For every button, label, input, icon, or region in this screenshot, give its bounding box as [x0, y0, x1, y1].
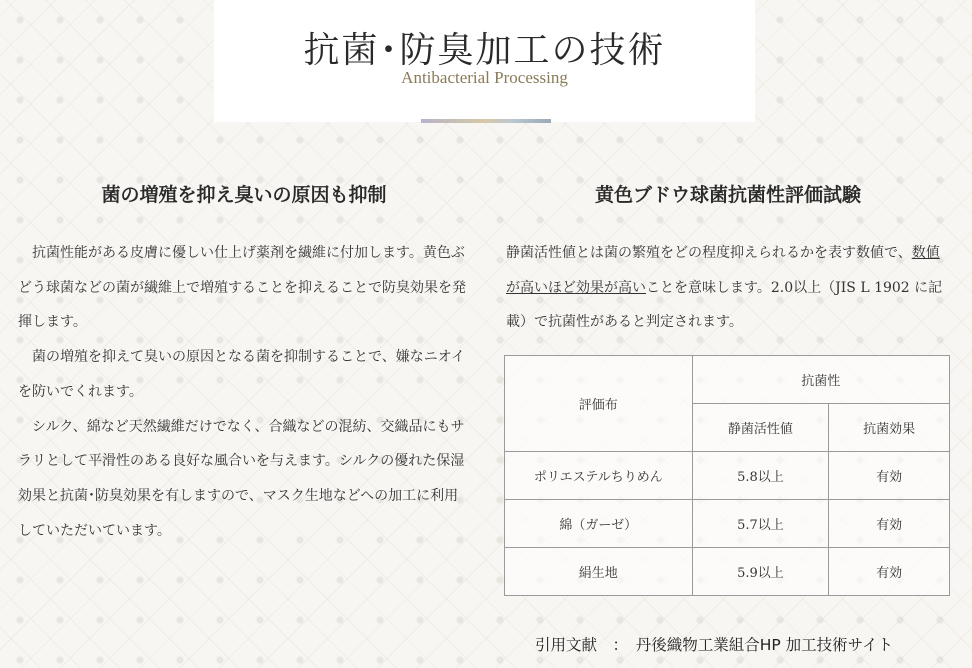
table-row	[505, 500, 950, 548]
table-row	[505, 452, 950, 500]
table-cell-fabric: 綿（ガーゼ）	[505, 500, 693, 548]
left-section-body	[18, 236, 468, 548]
table-cell-fabric: 絹生地	[505, 548, 693, 596]
evaluation-table	[504, 355, 950, 596]
page-title: 抗菌･防臭加工の技術	[303, 30, 666, 71]
table-header-group: 抗菌性	[692, 356, 949, 404]
table-header-value: 静菌活性値	[692, 404, 829, 452]
right-section-heading: 黄色ブドウ球菌抗菌性評価試験	[594, 184, 861, 206]
title-divider	[421, 119, 551, 123]
left-paragraph-2: 菌の増殖を抑えて臭いの原因となる菌を抑制することで、嫌なニオイを防いでくれます。	[18, 349, 466, 400]
table-cell-effect: 有効	[829, 548, 950, 596]
table-header-fabric: 評価布	[505, 356, 693, 452]
table-cell-value: 5.9以上	[692, 548, 829, 596]
table-cell-fabric: ポリエステルちりめん	[505, 452, 693, 500]
table-header-effect: 抗菌効果	[829, 404, 950, 452]
right-text-part-2: ことを意味します。2.0以上（JIS L 1902 に記載）で抗菌性があると判定されます。	[506, 279, 943, 331]
right-text-underlined: 数値が高いほど効果が高い	[506, 245, 940, 296]
citation: 引用文献 ： 丹後織物工業組合HP 加工技術サイト	[535, 636, 894, 654]
header-panel	[214, 0, 755, 122]
left-paragraph-1: 抗菌性能がある皮膚に優しい仕上げ薬剤を繊維に付加します。黄色ぶどう球菌などの菌が繊維上で増殖することを抑えることで防臭効果を発揮します。	[18, 245, 466, 331]
table-row	[505, 548, 950, 596]
table-cell-value: 5.8以上	[692, 452, 829, 500]
table-cell-effect: 有効	[829, 452, 950, 500]
right-section-body	[506, 236, 946, 340]
right-text-part-1: 静菌活性値とは菌の繁殖をどの程度抑えられるかを表す数値で、	[506, 245, 912, 261]
table-cell-effect: 有効	[829, 500, 950, 548]
left-section-heading: 菌の増殖を抑え臭いの原因も抑制	[101, 184, 387, 206]
table-cell-value: 5.7以上	[692, 500, 829, 548]
left-paragraph-3: シルク、綿など天然繊維だけでなく、合織などの混紡、交織品にもサラリとして平滑性のある良好な風合いを与えます。シルクの優れた保湿効果と抗菌･防臭効果を有しますので、マスク生地などへの加工に利用していただいています。	[18, 418, 465, 539]
page-subtitle: Antibacterial Processing	[401, 68, 568, 87]
